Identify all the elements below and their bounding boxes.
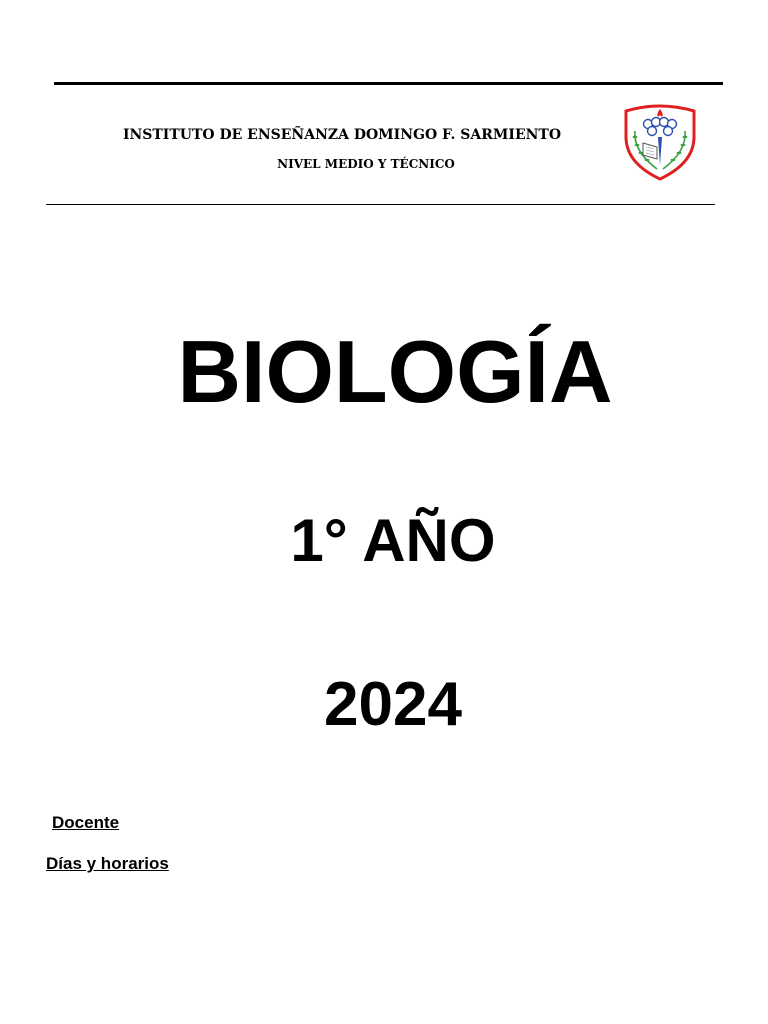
top-rule [54, 82, 723, 85]
subject-title: BIOLOGÍA [177, 322, 613, 421]
teacher-label: Docente [52, 813, 120, 832]
institute-name: INSTITUTO DE ENSEÑANZA DOMINGO F. SARMIENTO [122, 127, 562, 143]
institute-level: NIVEL MEDIO Y TÉCNICO [277, 157, 455, 171]
school-year: 2024 [324, 670, 462, 739]
school-crest-icon [621, 103, 699, 181]
schedule-label: Días y horarios [46, 854, 169, 873]
course-year: 1° AÑO [290, 507, 496, 574]
header-divider [46, 204, 715, 205]
